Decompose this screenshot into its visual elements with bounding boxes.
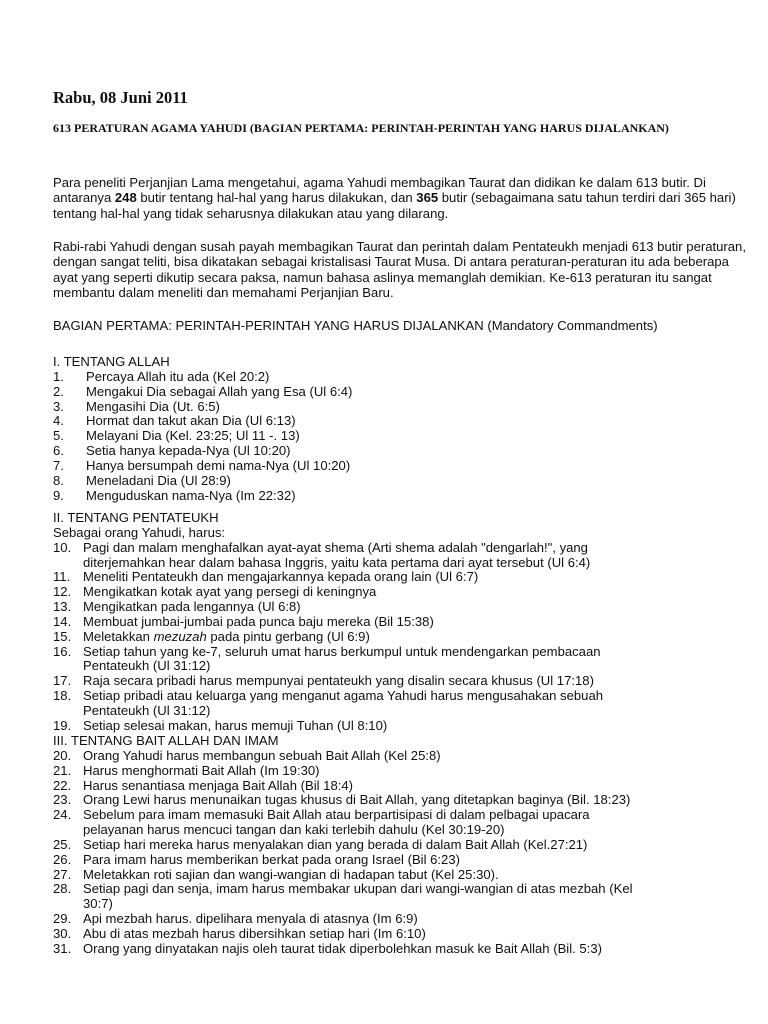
list-item-continuation: Pentateukh (Ul 31:12) <box>83 658 211 674</box>
list-item <box>53 689 753 704</box>
item-number: 20. <box>53 747 72 763</box>
item-text: Setiap pagi dan senja, imam harus membakar ukupan dari wangi-wangian di atas mezbah (Kel <box>83 881 633 897</box>
item-number: 9. <box>53 487 64 503</box>
item-text: Abu di atas mezbah harus dibersihkan setiap hari (Im 6:10) <box>83 925 426 941</box>
list-item-continuation: Pentateukh (Ul 31:12) <box>83 702 211 718</box>
item-number: 7. <box>53 457 64 473</box>
list-item <box>53 645 753 660</box>
item-text: Pagi dan malam menghafalkan ayat-ayat shema (Arti shema adalah "dengarlah!", yang <box>83 539 588 555</box>
section-heading: I. TENTANG ALLAH <box>53 354 170 369</box>
item-text: Setia hanya kepada-Nya (Ul 10:20) <box>86 443 291 459</box>
item-text <box>83 630 753 645</box>
list-item <box>53 429 753 444</box>
item-text: Meneladani Dia (Ul 28:9) <box>86 472 231 488</box>
item-text: Setiap hari mereka harus menyalakan dian yang berada di dalam Bait Allah (Kel.27:21) <box>83 836 588 852</box>
list-item <box>53 459 753 474</box>
section-list <box>53 541 753 734</box>
item-number: 3. <box>53 398 64 414</box>
list-item <box>53 719 753 734</box>
item-number: 15. <box>53 628 72 644</box>
list-item <box>53 370 753 385</box>
item-number: 29. <box>53 911 72 927</box>
section-list <box>53 370 753 504</box>
item-text-before: Meletakkan <box>83 628 150 644</box>
list-item <box>53 615 753 630</box>
list-item <box>53 414 753 429</box>
item-number: 11. <box>53 569 71 585</box>
intro1-bold1: 248 <box>114 190 137 206</box>
item-text: Para imam harus memberikan berkat pada orang Israel (Bil 6:23) <box>83 851 460 867</box>
item-number: 24. <box>53 807 72 823</box>
list-item <box>53 942 753 957</box>
item-number: 19. <box>53 717 72 733</box>
item-text: Melayani Dia (Kel. 23:25; Ul 11 -. 13) <box>86 428 300 444</box>
list-item <box>53 600 753 615</box>
item-text: Orang yang dinyatakan najis oleh taurat tidak diperbolehkan masuk ke Bait Allah (Bil. 5:3) <box>83 940 602 956</box>
list-item-continuation: 30:7) <box>83 896 113 912</box>
item-number: 17. <box>53 673 72 689</box>
list-item <box>53 808 753 823</box>
list-item <box>53 868 753 883</box>
post-date: Rabu, 08 Juni 2011 <box>53 88 188 107</box>
item-number: 18. <box>53 688 72 704</box>
intro1-bold2: 365 <box>416 190 439 206</box>
item-text: Setiap selesai makan, harus memuji Tuhan (Ul 8:10) <box>83 717 388 733</box>
item-text: Mengikatkan kotak ayat yang persegi di keningnya <box>83 584 377 600</box>
list-item <box>53 793 753 808</box>
section-heading: III. TENTANG BAIT ALLAH DAN IMAM <box>53 733 279 748</box>
item-number: 30. <box>53 925 72 941</box>
item-text: Setiap tahun yang ke-7, seluruh umat harus berkumpul untuk mendengarkan pembacaan <box>83 643 601 659</box>
list-item <box>53 630 753 645</box>
post-title: 613 PERATURAN AGAMA YAHUDI (BAGIAN PERTAMA: PERINTAH-PERINTAH YANG HARUS DIJALANKAN) <box>53 121 669 135</box>
list-item <box>53 927 753 942</box>
list-item <box>53 541 753 556</box>
item-number: 28. <box>53 881 72 897</box>
list-item <box>53 585 753 600</box>
item-number: 2. <box>53 383 64 399</box>
list-item <box>53 474 753 489</box>
item-number: 21. <box>53 762 72 778</box>
item-text: Membuat jumbai-jumbai pada punca baju mereka (Bil 15:38) <box>83 613 434 629</box>
section-subheading: Sebagai orang Yahudi, harus: <box>53 524 226 540</box>
item-number: 23. <box>53 792 72 808</box>
item-text: Mengasihi Dia (Ut. 6:5) <box>86 398 220 414</box>
section-bait-allah <box>53 734 753 957</box>
section-list <box>53 749 753 957</box>
list-item <box>53 400 753 415</box>
list-item <box>53 674 753 689</box>
item-text: Sebelum para imam memasuki Bait Allah atau berpartisipasi di dalam pelbagai upacara <box>83 807 590 823</box>
item-text: Harus menghormati Bait Allah (Im 19:30) <box>83 762 320 778</box>
item-text: Mengikatkan pada lengannya (Ul 6:8) <box>83 599 301 615</box>
item-number: 25. <box>53 836 72 852</box>
item-text: Raja secara pribadi harus mempunyai pentateukh yang disalin secara khusus (Ul 17:18) <box>83 673 594 689</box>
list-item <box>53 853 753 868</box>
item-number: 27. <box>53 866 72 882</box>
item-number: 16. <box>53 643 72 659</box>
item-text: Harus senantiasa menjaga Bait Allah (Bil 18:4) <box>83 777 354 793</box>
item-text: Api mezbah harus. dipelihara menyala di atasnya (Im 6:9) <box>83 911 418 927</box>
item-text: Orang Lewi harus menunaikan tugas khusus di Bait Allah, yang ditetapkan baginya (Bil. 18:23) <box>83 792 631 808</box>
section-pentateukh <box>53 511 753 734</box>
item-text: Hanya bersumpah demi nama-Nya (Ul 10:20) <box>86 457 351 473</box>
item-number: 13. <box>53 599 72 615</box>
item-number: 14. <box>53 613 72 629</box>
item-text: Orang Yahudi harus membangun sebuah Bait Allah (Kel 25:8) <box>83 747 441 763</box>
item-number: 1. <box>53 368 64 384</box>
list-item <box>53 764 753 779</box>
item-number: 6. <box>53 443 64 459</box>
intro1-part3: butir (sebagaimana satu tahun terdiri dari 365 hari) tentang hal-hal yang tidak seharusnya dilakukan atau yang dilarang. <box>53 190 736 221</box>
item-text-after: pada pintu gerbang (Ul 6:9) <box>210 628 370 644</box>
intro1-part2: butir tentang hal-hal yang harus dilakukan, dan <box>136 190 417 206</box>
list-item <box>53 489 753 504</box>
item-number: 22. <box>53 777 72 793</box>
section-allah <box>53 355 753 503</box>
item-number: 10. <box>53 539 72 555</box>
section-heading: II. TENTANG PENTATEUKH <box>53 510 219 525</box>
part-heading: BAGIAN PERTAMA: PERINTAH-PERINTAH YANG HARUS DIJALANKAN (Mandatory Commandments) <box>53 318 658 333</box>
intro-paragraph-1 <box>53 175 753 221</box>
list-item <box>53 385 753 400</box>
list-item-continuation: pelayanan harus mencuci tangan dan kaki terlebih dahulu (Kel 30:19-20) <box>83 822 505 838</box>
list-item <box>53 912 753 927</box>
list-item <box>53 838 753 853</box>
list-item <box>53 779 753 794</box>
item-number: 5. <box>53 428 64 444</box>
intro-paragraph-2: Rabi-rabi Yahudi dengan susah payah membagikan Taurat dan perintah dalam Pentateukh menjadi 613 butir peraturan, dengan sangat teliti, bisa dikatakan sebagai kristalisasi Taurat Musa. Di antara peraturan-peraturan itu ada beberapa ayat yang seperti dikutip secara paksa, namun bahasa aslinya memanglah demikian. Ke-613 peraturan itu sangat membantu dalam meneliti dan memahami Perjanjian Baru. <box>53 239 746 300</box>
list-item <box>53 749 753 764</box>
item-text: Meletakkan roti sajian dan wangi-wangian di hadapan tabut (Kel 25:30). <box>83 866 499 882</box>
item-number: 8. <box>53 472 64 488</box>
item-text: Mengakui Dia sebagai Allah yang Esa (Ul 6:4) <box>86 383 353 399</box>
list-item-continuation: diterjemahkan hear dalam bahasa Inggris, yaitu kata pertama dari ayat tersebut (Ul 6:4) <box>83 554 591 570</box>
item-text: Setiap pribadi atau keluarga yang menganut agama Yahudi harus mengusahakan sebuah <box>83 688 604 704</box>
item-text: Hormat dan takut akan Dia (Ul 6:13) <box>86 413 296 429</box>
item-number: 12. <box>53 584 72 600</box>
item-number: 26. <box>53 851 72 867</box>
list-item <box>53 882 753 897</box>
item-text: Percaya Allah itu ada (Kel 20:2) <box>86 368 270 384</box>
intro1-part1: Para peneliti Perjanjian Lama mengetahui, agama Yahudi membagikan Taurat dan didikan ke dalam 613 butir. Di antaranya <box>53 175 706 206</box>
item-text: Meneliti Pentateukh dan mengajarkannya kepada orang lain (Ul 6:7) <box>83 569 479 585</box>
item-number: 4. <box>53 413 64 429</box>
list-item <box>53 444 753 459</box>
item-number: 31. <box>53 940 72 956</box>
list-item <box>53 570 753 585</box>
item-text: Menguduskan nama-Nya (Im 22:32) <box>86 487 296 503</box>
item-text-italic: mezuzah <box>153 628 207 644</box>
